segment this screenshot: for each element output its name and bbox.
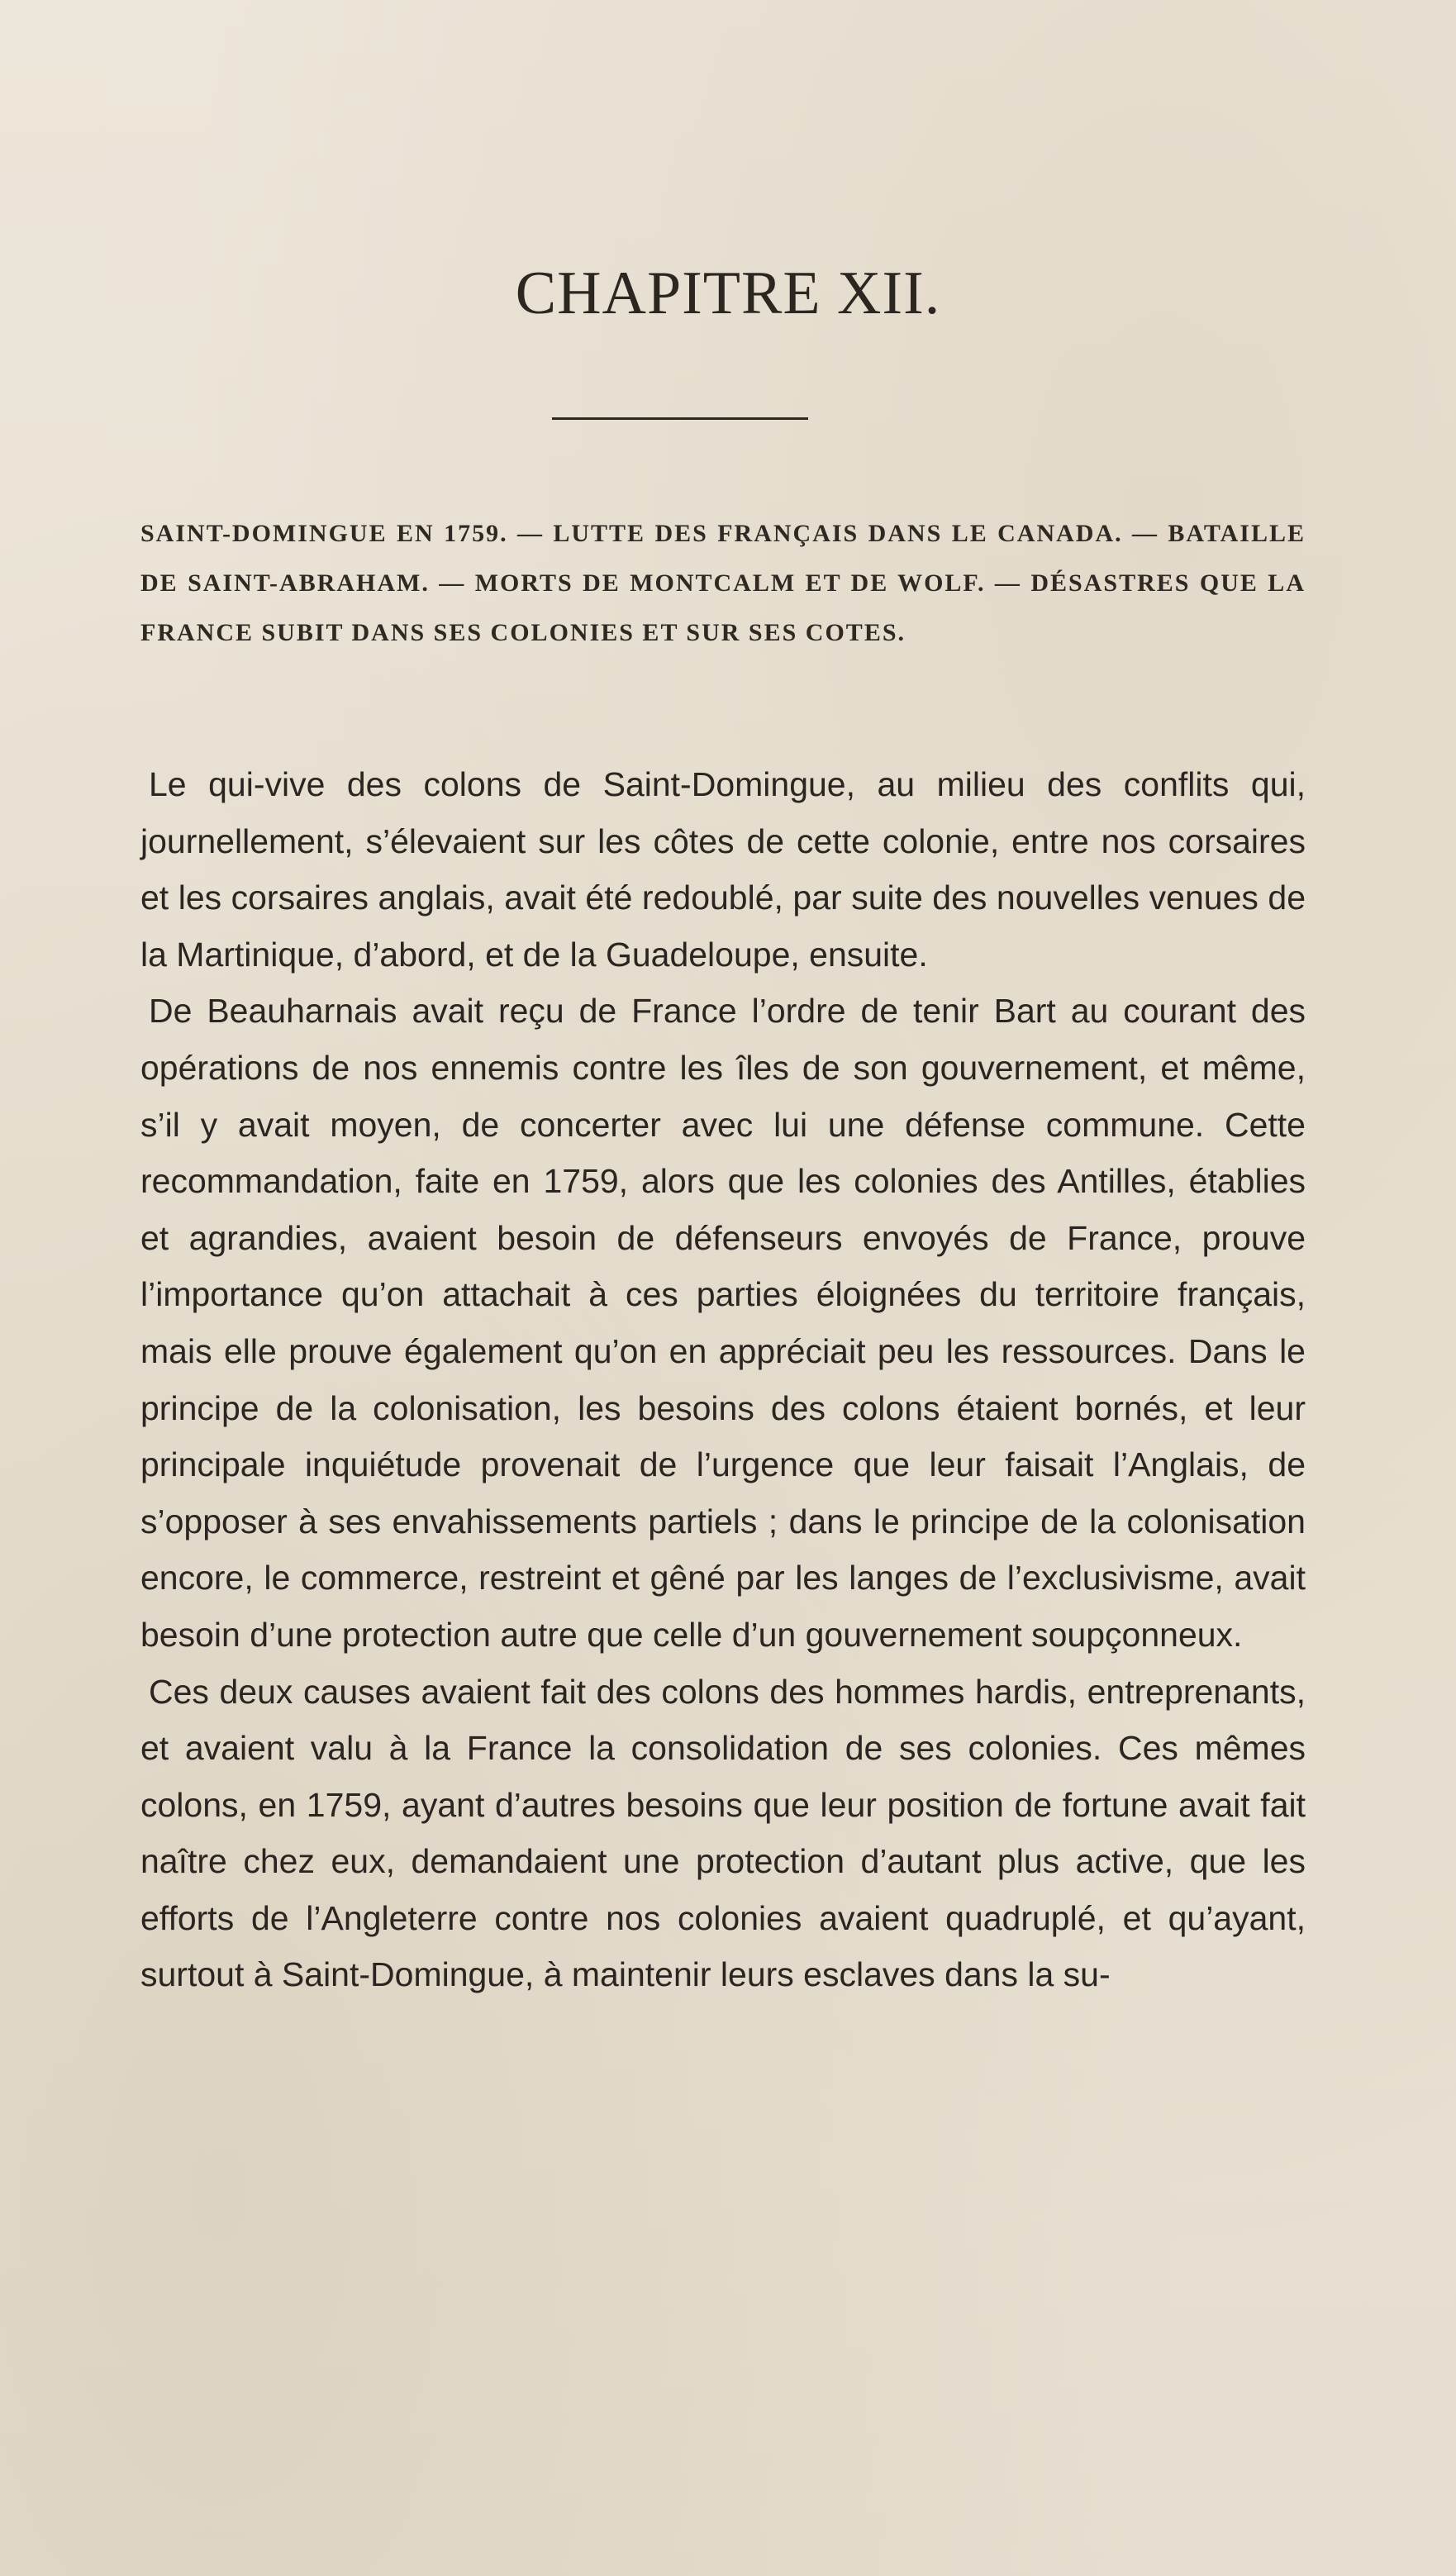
title-divider-rule: [552, 417, 808, 420]
paragraph-2: De Beauharnais avait reçu de France l’ordre de tenir Bart au courant des opérations de nos ennemis contre les îles de son gouvernement, et même, s’il y avait moyen, de concerter avec lui une défense commune. Cette recommandation, faite en 1759, alors que les colonies des Antilles, établies et agrandies, avaient besoin de défenseurs envoyés de France, prouve l’importance qu’on attachait à ces parties éloignées du territoire français, mais elle prouve également qu’on en appréciait peu les ressources. Dans le principe de la colonisation, les besoins des colons étaient bornés, et leur principale inquiétude provenait de l’urgence que leur faisait l’Anglais, de s’opposer à ses envahissements partiels ; dans le principe de la colonisation encore, le commerce, restreint et gêné par les langes de l’exclusivisme, avait besoin d’une protection autre que celle d’un gouvernement soupçonneux.: [140, 992, 1306, 1654]
body-text: [140, 756, 1306, 2003]
paragraph-1: Le qui-vive des colons de Saint-Domingue, au milieu des conflits qui, journellement, s’élevaient sur les côtes de cette colonie, entre nos corsaires et les corsaires anglais, avait été redoublé, par suite des nouvelles venues de la Martinique, d’abord, et de la Guadeloupe, ensuite.: [140, 765, 1306, 974]
paragraph-3: Ces deux causes avaient fait des colons des hommes hardis, entreprenants, et avaient valu à la France la consolidation de ses colonies. Ces mêmes colons, en 1759, ayant d’autres besoins que leur position de fortune avait fait naître chez eux, demandaient une protection d’autant plus active, que les efforts de l’Angleterre contre nos colonies avaient quadruplé, et qu’ayant, surtout à Saint-Domingue, à maintenir leurs esclaves dans la su-: [140, 1672, 1306, 1994]
chapter-summary: SAINT-DOMINGUE EN 1759. — LUTTE DES FRANÇAIS DANS LE CANADA. — BATAILLE DE SAINT-ABRAHAM. — MORTS DE MONTCALM ET DE WOLF. — DÉSASTRES QUE LA FRANCE SUBIT DANS SES COLONIES ET SUR SES COTES.: [140, 520, 1306, 646]
chapter-title: CHAPITRE XII.: [515, 260, 941, 327]
